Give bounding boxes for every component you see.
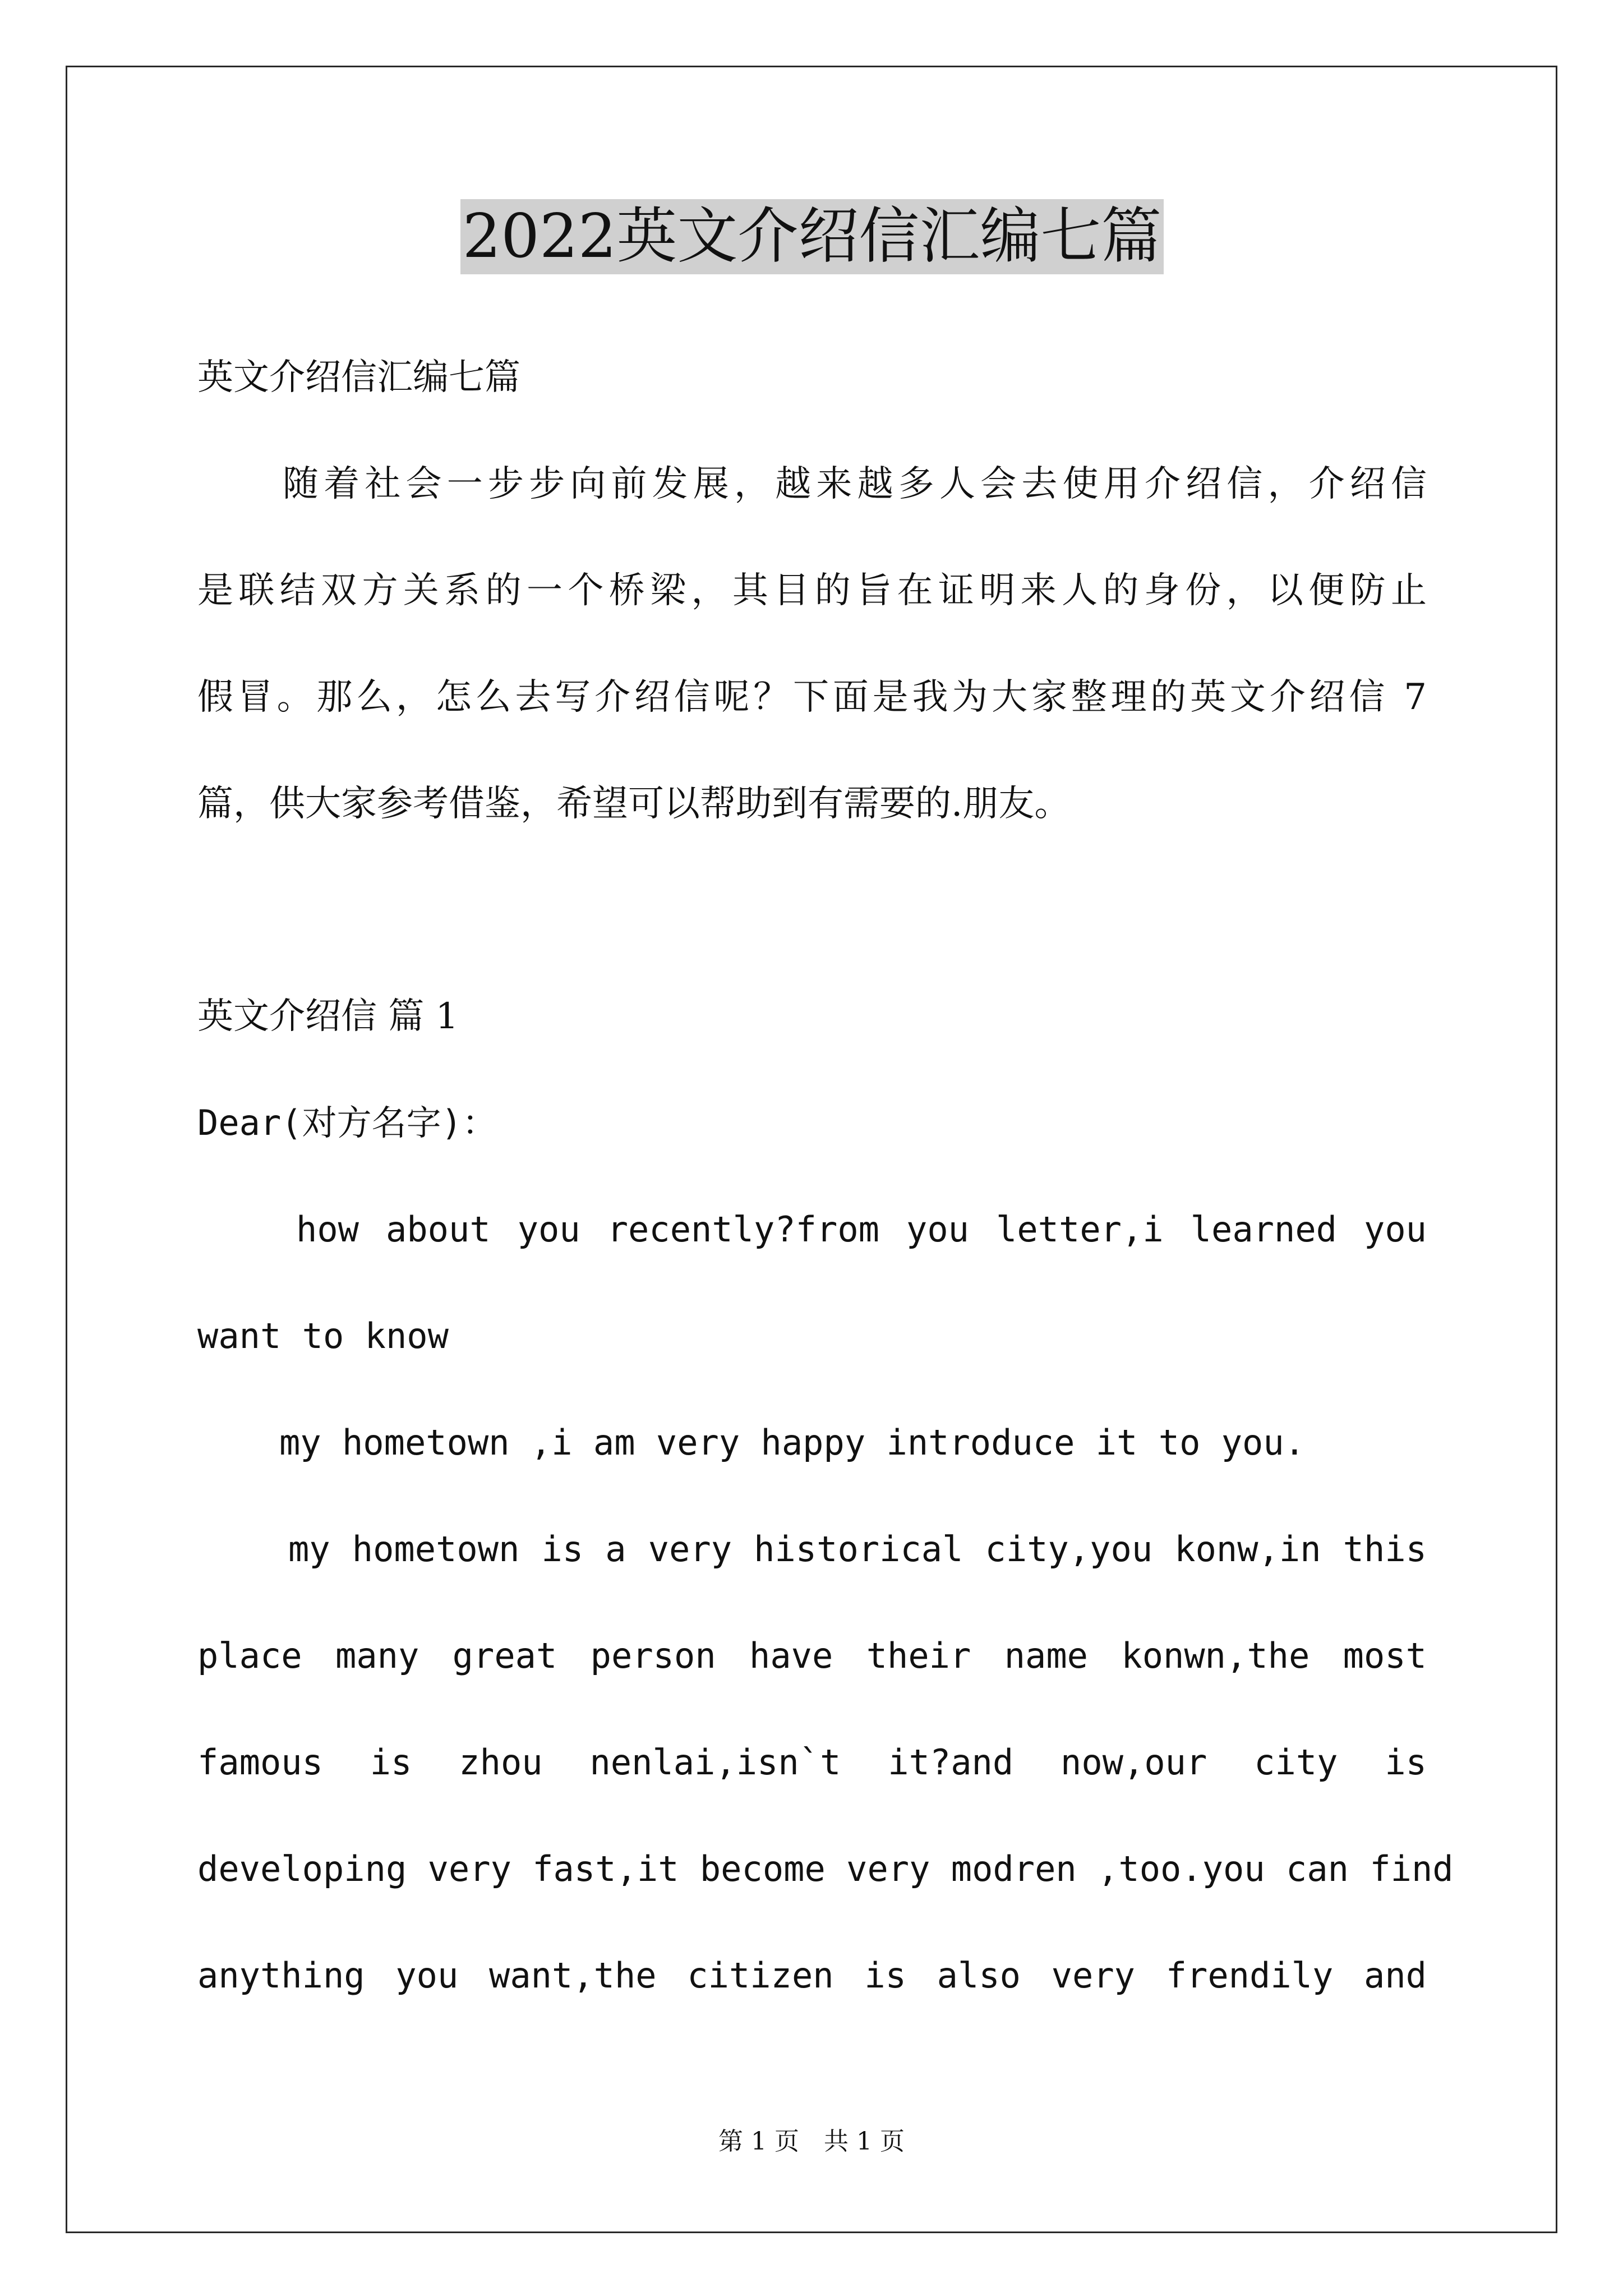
intro-line-1: 随着社会一步步向前发展，越来越多人会去使用介绍信，介绍信 (283, 463, 1427, 505)
title-wrapper (197, 199, 1427, 274)
intro-line-3: 假冒。那么，怎么去写介绍信呢？下面是我为大家整理的英文介绍信 7 (197, 677, 1427, 718)
letter-line-3: my hometown ,i am very happy introduce it to you. (279, 1422, 1306, 1463)
section-heading: 英文介绍信 篇 1 (197, 996, 459, 1037)
salutation: Dear(对方名字)： (197, 1102, 497, 1143)
letter-line-2: want to know (197, 1315, 449, 1356)
letter-line-8: anything you want,the citizen is also very frendily and (197, 1955, 1427, 1996)
letter-line-4: my hometown is a very historical city,you konw,in this (288, 1529, 1427, 1570)
page-footer (0, 2126, 1623, 2157)
letter-line-7: developing very fast,it become very modren ,too.you can find (197, 1848, 1454, 1889)
intro-line-2: 是联结双方关系的一个桥梁，其目的旨在证明来人的身份，以便防止 (197, 570, 1427, 611)
document-subtitle: 英文介绍信汇编七篇 (197, 357, 520, 398)
letter-line-1: how about you recently?from you letter,i learned you (296, 1209, 1427, 1250)
letter-line-6: famous is zhou nenlai,isn`t it?and now,our city is (197, 1742, 1427, 1783)
page-total: 共 1 页 (824, 2127, 905, 2156)
letter-line-5: place many great person have their name konwn,the most (197, 1635, 1427, 1676)
page-number: 第 1 页 (718, 2127, 799, 2156)
intro-line-4: 篇，供大家参考借鉴，希望可以帮助到有需要的.朋友。 (197, 783, 1071, 825)
document-title: 2022英文介绍信汇编七篇 (460, 199, 1164, 274)
